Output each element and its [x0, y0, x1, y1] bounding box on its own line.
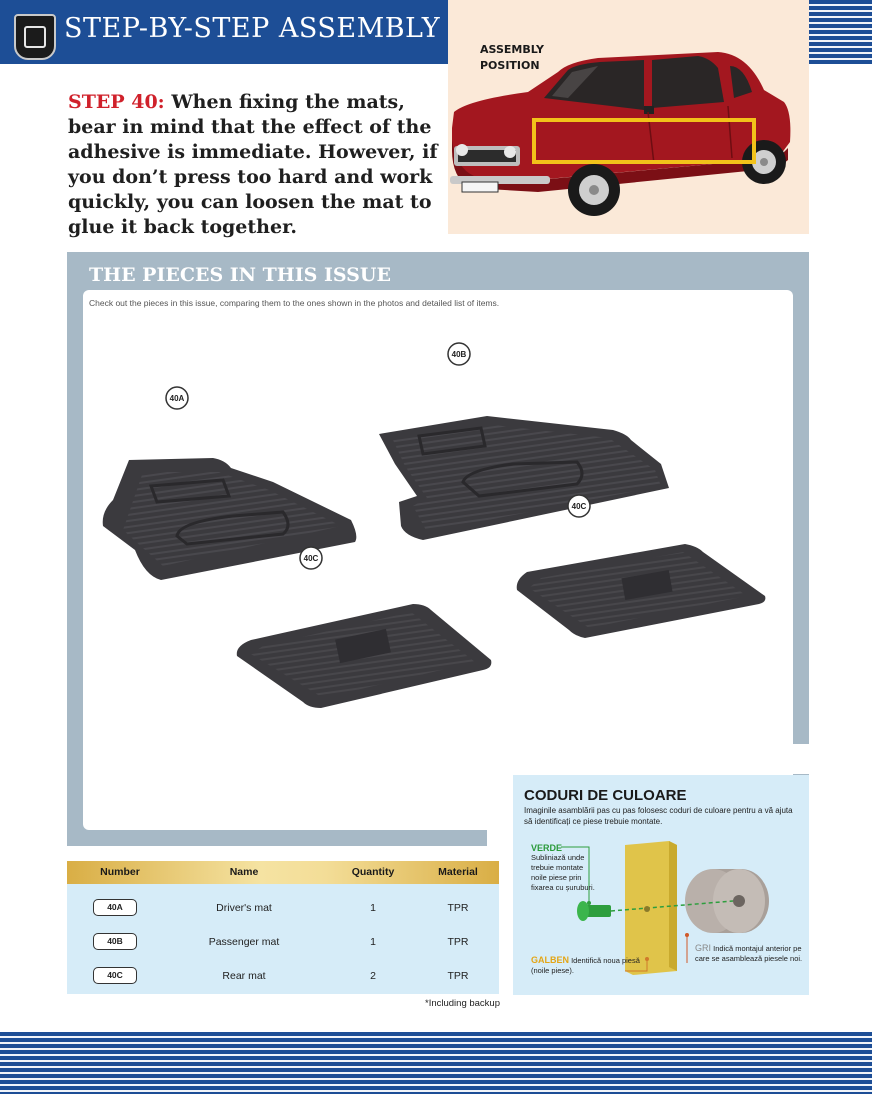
step-label: STEP 40:	[68, 91, 165, 113]
color-code-gri	[695, 943, 805, 964]
col-name: Name	[229, 866, 259, 878]
row-quantity: 1	[370, 902, 376, 914]
tag-40c-right	[568, 495, 590, 517]
tag-40a-label: 40A	[169, 394, 185, 403]
row-number: 40C	[93, 967, 137, 984]
table-header	[67, 861, 499, 884]
tag-40b	[448, 343, 470, 365]
footer-stripes	[0, 1032, 872, 1094]
color-codes-panel	[513, 775, 809, 995]
car-illustration	[448, 0, 809, 234]
frame-notch	[487, 744, 809, 774]
color-code-verde-word: VERDE	[531, 843, 563, 853]
col-number: Number	[100, 866, 140, 878]
table-row	[67, 893, 499, 925]
row-name: Rear mat	[222, 970, 266, 982]
pieces-subtitle: Check out the pieces in this issue, comparing them to the ones shown in the photos and detailed list of items.	[89, 298, 500, 308]
col-quantity: Quantity	[351, 866, 395, 878]
table-row	[67, 961, 499, 993]
brand-badge-icon	[14, 14, 56, 60]
tag-40c-right-label: 40C	[571, 502, 587, 511]
row-material: TPR	[447, 902, 469, 914]
row-name: Passenger mat	[208, 936, 280, 948]
mat-40b	[379, 416, 669, 540]
row-material: TPR	[447, 970, 469, 982]
color-code-galben-text: Identifică noua piesă (noile piese).	[531, 956, 640, 975]
color-code-gri-word: GRI	[695, 943, 712, 953]
pieces-title: THE PIECES IN THIS ISSUE	[89, 264, 391, 286]
mat-40c-right	[517, 544, 766, 638]
color-code-verde-text: Subliniază unde trebuie montate noile piese prin fixarea cu șuruburi.	[531, 853, 595, 892]
tag-40c-left-label: 40C	[303, 554, 319, 563]
row-material: TPR	[447, 936, 469, 948]
color-codes-title: CODURI DE CULOARE	[524, 787, 687, 804]
assembly-position-label: ASSEMBLY POSITION	[480, 43, 544, 72]
row-quantity: 2	[370, 970, 376, 982]
color-code-galben-word: GALBEN	[531, 955, 569, 965]
step-instructions	[68, 90, 440, 240]
mat-40c-left	[237, 604, 492, 708]
step-body: When fixing the mats, bear in mind that the effect of the adhesive is immediate. However, if you don’t press too hard and work quickly, you can loosen the mat to glue it back together.	[68, 91, 438, 238]
tag-40a	[166, 387, 188, 409]
col-material: Material	[438, 866, 478, 878]
table-footnote: *Including backup	[425, 998, 500, 1009]
table-row	[67, 927, 499, 959]
color-code-gri-text: Indică montajul anterior pe care se asamblează piesele noi.	[695, 944, 803, 963]
page-title: STEP-BY-STEP ASSEMBLY	[64, 13, 441, 44]
tag-40b-label: 40B	[451, 350, 467, 359]
frame-notch-side	[487, 744, 513, 846]
color-code-verde	[531, 843, 595, 893]
color-code-galben	[531, 955, 641, 976]
header-title-box	[0, 0, 448, 64]
row-number: 40B	[93, 933, 137, 950]
row-quantity: 1	[370, 936, 376, 948]
tag-40c-left	[300, 547, 322, 569]
parts-table	[67, 861, 499, 994]
row-name: Driver's mat	[216, 902, 272, 914]
color-codes-intro: Imaginile asamblării pas cu pas folosesc coduri de culoare pentru a vă ajuta să identificați ce piese trebuie montate.	[524, 806, 793, 826]
row-number: 40A	[93, 899, 137, 916]
assembly-position-panel	[448, 0, 809, 234]
